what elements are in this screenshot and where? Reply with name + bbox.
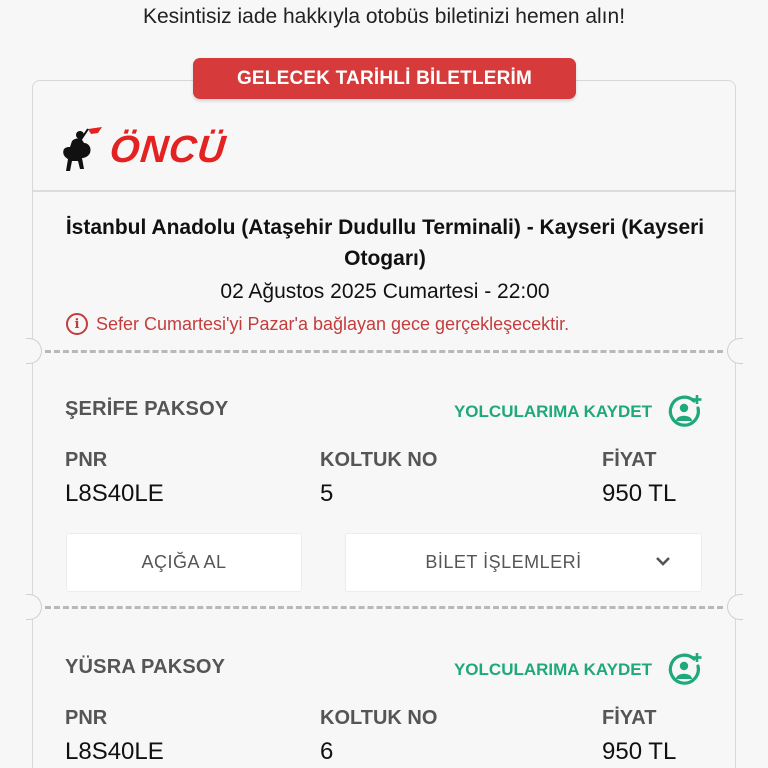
seat-label: KOLTUK NO [320,449,438,471]
save-passenger-button[interactable] [454,393,704,431]
pnr-value: L8S40LE [65,480,164,507]
trip-datetime: 02 Ağustos 2025 Cumartesi - 22:00 [220,280,550,303]
passenger-name: YÜSRA PAKSOY [65,656,226,678]
pnr-value: L8S40LE [65,738,164,765]
route-title: İstanbul Anadolu (Ataşehir Dudullu Terminali) - Kayseri (Kayseri Otogarı) [65,216,705,270]
pnr-label: PNR [65,449,108,471]
seat-value: 6 [320,738,334,765]
header-divider [33,190,735,192]
price-value: 950 TL [602,738,677,765]
notice-text: Sefer Cumartesi'yi Pazar'a bağlayan gece gerçekleşecektir. [96,313,570,334]
save-passenger-label: YOLCULARIMA KAYDET [453,402,652,421]
save-passenger-button[interactable] [454,651,704,689]
brand-name: ÖNCÜ [107,128,229,171]
seat-label: KOLTUK NO [320,707,438,729]
price-label: FİYAT [602,707,657,729]
save-passenger-label: YOLCULARIMA KAYDET [453,660,652,679]
pnr-label: PNR [65,707,108,729]
future-tickets-button[interactable]: GELECEK TARİHLİ BİLETLERİM [193,58,576,99]
open-ticket-button[interactable]: AÇIĞA AL [66,533,302,592]
perforation-divider [45,606,723,609]
add-user-icon [666,393,704,431]
seat-value: 5 [320,480,334,507]
ticket-actions-label: BİLET İŞLEMLERİ [425,552,582,572]
ticket-actions-dropdown[interactable] [345,533,702,592]
chevron-down-icon [655,553,671,569]
horseman-icon [58,125,106,175]
price-value: 950 TL [602,480,677,507]
info-icon: i [66,313,88,335]
passenger-name: ŞERİFE PAKSOY [65,398,229,420]
brand-logo [58,124,229,176]
perforation-divider [45,350,723,353]
price-label: FİYAT [602,449,657,471]
trip-notice [66,313,569,335]
promo-text: Kesintisiz iade hakkıyla otobüs biletinizi hemen alın! [142,5,626,28]
add-user-icon [666,651,704,689]
